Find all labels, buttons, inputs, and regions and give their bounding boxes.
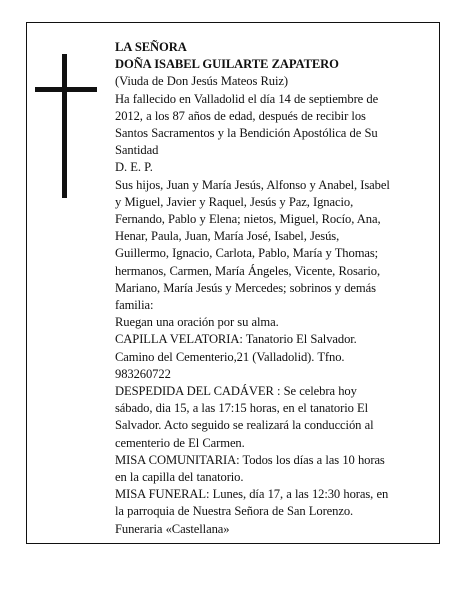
farewell-line: DESPEDIDA DEL CADÁVER : Se celebra hoy [115, 384, 357, 399]
funeral-home-line: Funeraria «Castellana» [115, 521, 230, 536]
family-line: y Miguel, Javier y Raquel, Jesús y Paz, Ignacio, [115, 194, 354, 209]
farewell-line: Salvador. Acto seguido se realizará la conducción al [115, 418, 374, 433]
family-line: Guillermo, Ignacio, Carlota, Pablo, María y Thomas; [115, 246, 379, 261]
death-line: Santos Sacramentos y la Bendición Apostólica de Su [115, 126, 378, 141]
notice-heading: LA SEÑORA [115, 40, 187, 54]
latin-cross-icon [35, 54, 97, 198]
chapel-line: 983260722 [115, 366, 171, 381]
family-line: Fernando, Pablo y Elena; nietos, Miguel, Rocío, Ana, [115, 212, 381, 227]
cross-vertical-bar [62, 54, 67, 198]
community-mass-line: en la capilla del tanatorio. [115, 470, 244, 485]
death-line: Santidad [115, 143, 159, 158]
death-line: 2012, a los 87 años de edad, después de recibir los [115, 108, 366, 123]
family-line: familia: [115, 298, 154, 313]
family-line: Henar, Paula, Juan, María José, Isabel, Jesús, [115, 229, 340, 244]
family-line: hermanos, Carmen, María Ángeles, Vicente, Rosario, [115, 263, 381, 278]
widow-of-line: (Viuda de Don Jesús Mateos Ruiz) [115, 74, 288, 89]
obituary-text [115, 39, 417, 538]
funeral-mass-line: la parroquia de Nuestra Señora de San Lorenzo. [115, 504, 354, 519]
rip-line: D. E. P. [115, 160, 153, 175]
chapel-line: CAPILLA VELATORIA: Tanatorio El Salvador. [115, 332, 357, 347]
family-line: Mariano, María Jesús y Mercedes; sobrinos y demás [115, 280, 376, 295]
funeral-mass-line: MISA FUNERAL: Lunes, día 17, a las 12:30 horas, en [115, 487, 389, 502]
deceased-name: DOÑA ISABEL GUILARTE ZAPATERO [115, 57, 339, 72]
farewell-line: cementerio de El Carmen. [115, 435, 245, 450]
family-line: Sus hijos, Juan y María Jesús, Alfonso y Anabel, Isabel [115, 177, 390, 192]
prayer-line: Ruegan una oración por su alma. [115, 315, 279, 330]
chapel-line: Camino del Cementerio,21 (Valladolid). Tfno. [115, 349, 345, 364]
cross-horizontal-bar [35, 87, 97, 92]
death-line: Ha fallecido en Valladolid el día 14 de septiembre de [115, 91, 379, 106]
community-mass-line: MISA COMUNITARIA: Todos los días a las 10 horas [115, 452, 385, 467]
farewell-line: sábado, dia 15, a las 17:15 horas, en el tanatorio El [115, 401, 369, 416]
